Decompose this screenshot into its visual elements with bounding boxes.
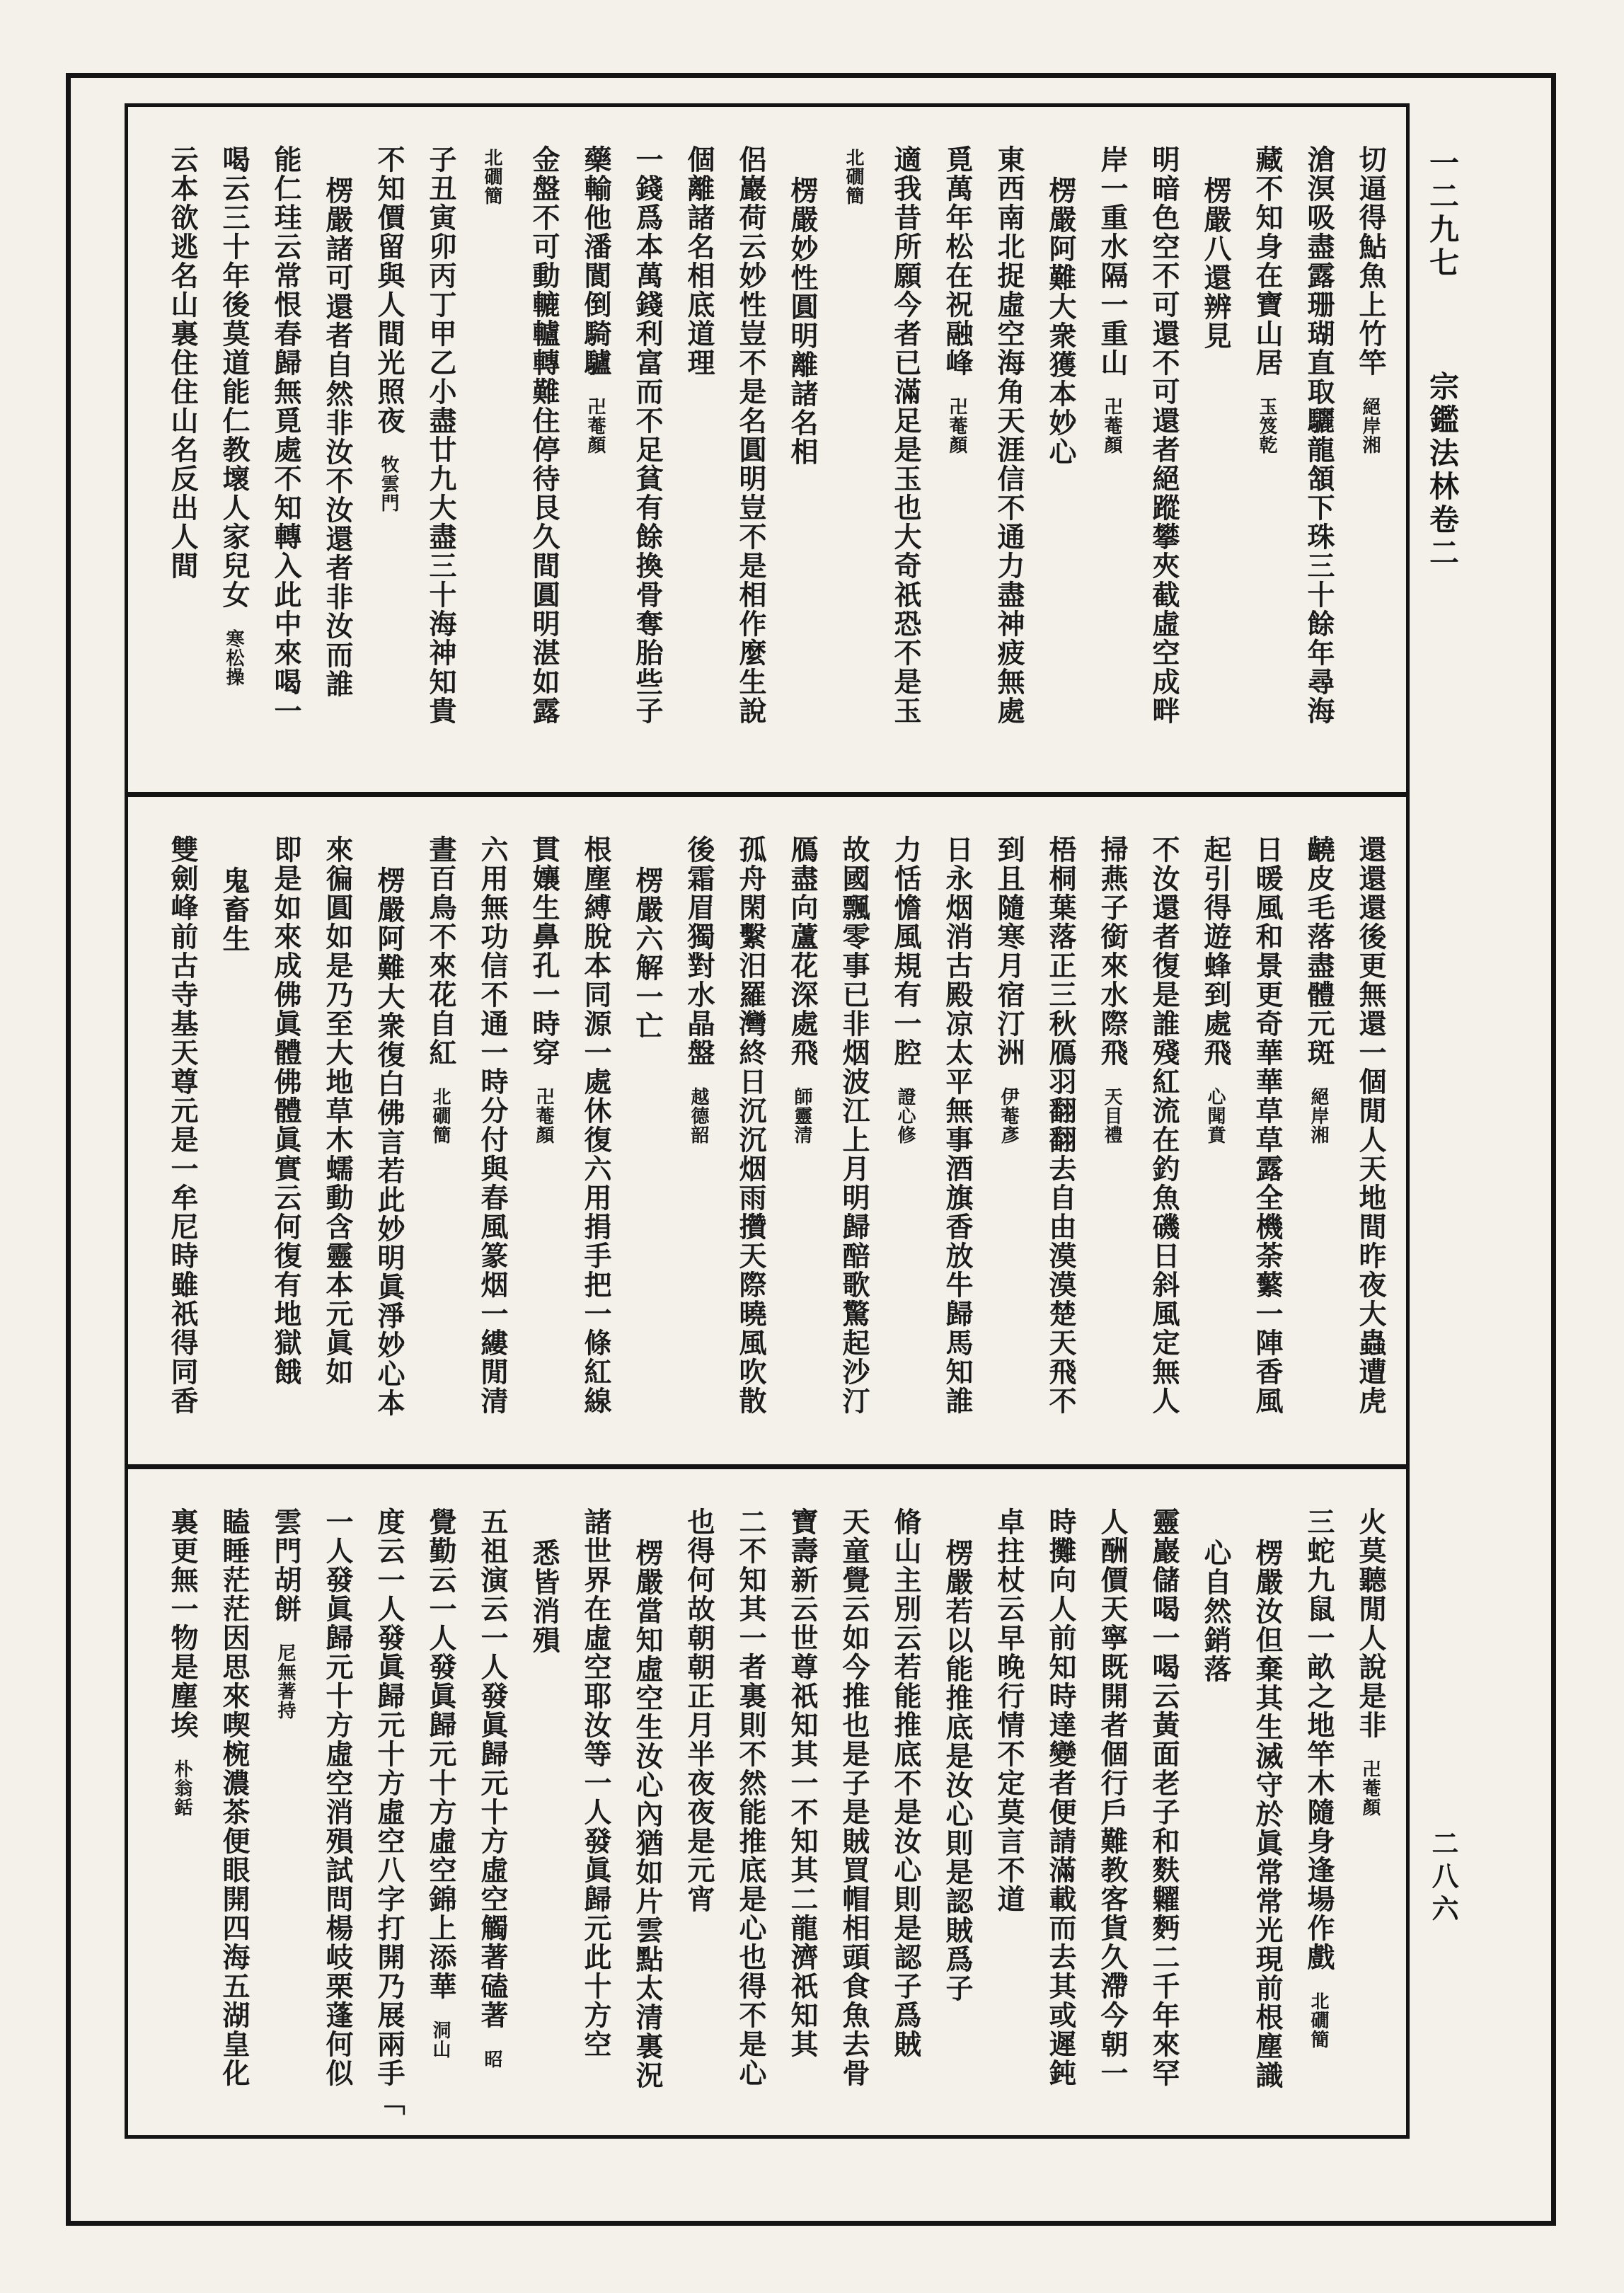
column-text: 瞌睡茫茫因思來喫椀濃茶便眼開四海五湖皇化 [218, 1507, 250, 2088]
text-column [579, 145, 610, 774]
text-column [682, 145, 713, 774]
column-text: 心自然銷落 [1199, 1539, 1231, 1684]
column-text: 楞嚴阿難大衆獲本妙心 [1044, 176, 1076, 466]
column-text: 楞嚴當知虛空生汝心內猶如片雲點太清裏況 [631, 1539, 663, 2090]
text-column [1199, 835, 1230, 1446]
text-column [630, 145, 662, 774]
attribution-annotation: 昭 [481, 2050, 502, 2069]
column-text: 滄溟吸盡露珊瑚直取驪龍頷下珠三十餘年尋海 [1303, 145, 1335, 725]
text-column [940, 145, 972, 774]
text-column [1250, 1507, 1282, 2117]
column-text: 楞嚴汝但棄其生滅守於眞常常光現前根塵識 [1251, 1539, 1283, 2090]
column-text: 不知價留與人間光照夜 [373, 145, 405, 435]
text-column [889, 835, 920, 1446]
text-column [1147, 145, 1178, 774]
attribution-annotation: 洞山 [430, 2021, 451, 2059]
text-column [1302, 835, 1333, 1446]
text-column [630, 1507, 662, 2117]
column-text: 子丑寅卯丙丁甲乙小盡廿九大盡三十海神知貴 [425, 145, 456, 725]
attribution-annotation: 師靈清 [791, 1087, 812, 1145]
column-text: 楞嚴八還辨見 [1199, 176, 1231, 350]
column-text: 䶧皮毛落盡體元斑 [1303, 835, 1335, 1068]
text-column [889, 145, 920, 774]
column-text: 覺勤云一人發眞歸元十方虛空錦上添華 [425, 1507, 456, 2001]
text-column [217, 145, 248, 774]
text-column [424, 1507, 455, 2117]
column-text: 二不知其一者裏則不然能推底是心也得不是心 [735, 1507, 766, 2088]
column-text: 故國飄零事已非烟波江上月明歸醅歌驚起沙汀 [838, 835, 870, 1416]
text-column [372, 145, 403, 774]
attribution-annotation: 北礀簡 [1308, 1992, 1329, 2049]
column-text: 還還還後更無還一個閒人天地間昨夜大蟲遭虎 [1354, 835, 1386, 1416]
text-column [1147, 1507, 1178, 2117]
text-column [734, 145, 765, 774]
column-text: 人酬價天寧既開者個行戶難教客貨久滯今朝一 [1096, 1507, 1128, 2088]
text-column [1354, 835, 1385, 1446]
column-text: 日暖風和景更奇華華草草露全機荼蘩一陣香風 [1251, 835, 1283, 1416]
text-column [269, 145, 300, 774]
attribution-annotation: 絕岸湘 [1308, 1087, 1329, 1145]
column-text: 五祖演云一人發眞歸元十方虛空觸著磕著 [476, 1507, 508, 2030]
column-text: 寶壽新云世尊祇知其一不知其二龍濟祇知其 [786, 1507, 818, 2059]
text-column [424, 835, 455, 1446]
column-text: 裏更無一物是塵埃 [166, 1507, 198, 1740]
text-column [785, 835, 817, 1446]
attribution-annotation: 玉笈乾 [1256, 397, 1277, 454]
text-column [1095, 1507, 1127, 2117]
book-title: 宗鑑法林卷二 [1425, 371, 1460, 570]
column-text: 云本欲逃名山裏住住山名反出人間 [166, 145, 198, 580]
text-column [166, 835, 197, 1446]
text-column [1250, 145, 1282, 774]
column-text: 喝云三十年後莫道能仁教壞人家兒女 [218, 145, 250, 609]
text-column [992, 145, 1023, 774]
column-text: 脩山主別云若能推底不是汝心則是認子爲賊 [889, 1507, 921, 2059]
text-column [1095, 835, 1127, 1446]
text-column [1095, 145, 1127, 774]
attribution-annotation: 卍菴顏 [533, 1087, 554, 1145]
text-column [269, 1507, 300, 2117]
text-column [527, 145, 558, 774]
text-column [269, 835, 300, 1446]
attribution-annotation: 絕岸湘 [1359, 397, 1381, 454]
text-column [785, 1507, 817, 2117]
text-column [476, 145, 507, 774]
text-column [476, 1507, 507, 2117]
column-text: 貫孃生鼻孔一時穿 [528, 835, 560, 1068]
text-column [682, 835, 713, 1446]
text-column [527, 1507, 558, 2117]
attribution-annotation: 卍菴顏 [946, 397, 967, 454]
text-column [1044, 835, 1075, 1446]
column-text: 金盤不可動轆轤轉難住停待艮久間圓明湛如露 [528, 145, 560, 725]
column-text: 起引得遊蜂到處飛 [1199, 835, 1231, 1068]
text-column [837, 1507, 868, 2117]
column-text: 到且隨寒月宿汀洲 [993, 835, 1025, 1068]
text-column [992, 835, 1023, 1446]
column-text: 即是如來成佛眞體佛體眞實云何復有地獄餓 [270, 835, 301, 1387]
text-column [579, 1507, 610, 2117]
text-column [1199, 1507, 1230, 2117]
text-column [1302, 145, 1333, 774]
attribution-annotation: 北礀簡 [430, 1087, 451, 1145]
text-column [1044, 1507, 1075, 2117]
text-register-middle [128, 792, 1406, 1469]
folio-number: 二八六 [1427, 1829, 1458, 1927]
column-text: 根塵縛脫本同源一處休復六用捐手把一條紅線 [580, 835, 611, 1416]
column-text: 能仁珪云常恨春歸無覓處不知轉入此中來喝一 [270, 145, 301, 725]
column-text: 雙劍峰前古寺基天尊元是一牟尼時雖祇得同香 [166, 835, 198, 1416]
text-column [785, 145, 817, 774]
text-column [682, 1507, 713, 2117]
column-text: 天童覺云如今推也是子是賊買帽相頭食魚去骨 [838, 1507, 870, 2088]
column-text: 楞嚴六解一亡 [631, 866, 663, 1041]
column-text: 諸世界在虛空耶汝等一人發眞歸元此十方空 [580, 1507, 611, 2059]
column-text: 也得何故朝朝正月半夜夜是元宵 [683, 1507, 715, 1914]
text-column [321, 145, 352, 774]
attribution-annotation: 天目禮 [1101, 1087, 1122, 1145]
text-column [992, 1507, 1023, 2117]
column-text: 悉皆消殞 [528, 1539, 560, 1655]
column-text: 一錢爲本萬錢利富而不足貧有餘換骨奪胎些子 [631, 145, 663, 725]
column-text: 鬼畜生 [218, 866, 250, 954]
text-column [424, 145, 455, 774]
text-column [372, 1507, 403, 2117]
column-text: 藥輸他潘閬倒騎驢 [580, 145, 611, 377]
attribution-annotation: 尼無著持 [275, 1643, 296, 1720]
attribution-annotation: 伊菴彥 [998, 1087, 1019, 1145]
attribution-annotation: 北礀簡 [481, 148, 502, 205]
text-column [372, 835, 403, 1446]
text-column [217, 1507, 248, 2117]
text-column [166, 1507, 197, 2117]
text-column [837, 835, 868, 1446]
column-text: 時攤向人前知時達變者便請滿載而去其或遲鈍 [1044, 1507, 1076, 2088]
page-number: 一二九七 [1425, 147, 1460, 280]
text-column [1147, 835, 1178, 1446]
column-text: 覓萬年松在祝融峰 [941, 145, 973, 377]
text-column [579, 835, 610, 1446]
column-text: 日永烟消古殿凉太平無事酒旗香放牛歸馬知誰 [941, 835, 973, 1416]
text-column [321, 835, 352, 1446]
text-register-bottom [128, 1469, 1406, 2135]
column-text: 六用無功信不通一時分付與春風篆烟一縷閒清 [476, 835, 508, 1416]
column-text: 一人發眞歸元十方虛空消殞試問楊岐栗蓬何似 [321, 1507, 353, 2088]
text-column [1354, 145, 1385, 774]
attribution-annotation: 卍菴顏 [1359, 1759, 1381, 1817]
column-text: 楞嚴妙性圓明離諸名相 [786, 176, 818, 466]
text-column [1250, 835, 1282, 1446]
text-column [476, 835, 507, 1446]
text-column [217, 835, 248, 1446]
column-text: 孤舟閑繫汨羅灣終日沉沉烟雨攢天際曉風吹散 [735, 835, 766, 1416]
attribution-annotation: 卍菴顏 [1101, 397, 1122, 454]
text-column [940, 1507, 972, 2117]
column-text: 切逼得鮎魚上竹竿 [1354, 145, 1386, 377]
text-column [734, 835, 765, 1446]
column-text: 雲門胡餅 [270, 1507, 301, 1624]
column-text: 後霜眉獨對水晶盤 [683, 835, 715, 1068]
text-column [166, 145, 197, 774]
column-text: 力恬憺風規有一腔 [889, 835, 921, 1068]
column-text: 侶巖荷云妙性豈不是名圓明豈不是相作麼生說 [735, 145, 766, 725]
text-column [837, 145, 868, 774]
column-text: 鴈盡向蘆花深處飛 [786, 835, 818, 1068]
text-column [1302, 1507, 1333, 2117]
column-text: 晝百鳥不來花自紅 [425, 835, 456, 1068]
column-text: 楞嚴諸可還者自然非汝不汝還者非汝而誰 [321, 176, 353, 699]
attribution-annotation: 寒松操 [223, 629, 244, 686]
column-text: 楞嚴阿難大衆復白佛言若此妙明眞淨妙心本 [373, 866, 405, 1418]
attribution-annotation: 心聞賁 [1204, 1087, 1226, 1145]
text-column [1199, 145, 1230, 774]
column-text: 個離諸名相底道理 [683, 145, 715, 377]
attribution-annotation: 卍菴顏 [584, 397, 606, 454]
attribution-annotation: 北礀簡 [843, 148, 864, 205]
text-column [734, 1507, 765, 2117]
column-text: 卓拄杖云早晚行情不定莫言不道 [993, 1507, 1025, 1914]
text-frame [125, 103, 1410, 2139]
column-text: 適我昔所願今者已滿足是玉也大奇祇恐不是玉 [889, 145, 921, 725]
column-text: 梧桐葉落正三秋鴈羽翻翻去自由漠漠楚天飛不 [1044, 835, 1076, 1416]
attribution-annotation: 越德韶 [688, 1087, 709, 1145]
margin-column [1421, 147, 1463, 570]
column-text: 岸一重水隔一重山 [1096, 145, 1128, 377]
column-text: 楞嚴若以能推底是汝心則是認賊爲子 [941, 1539, 973, 2003]
text-register-top [128, 107, 1406, 792]
attribution-annotation: 朴翁銛 [171, 1759, 192, 1817]
column-text: 火莫聽閒人說是非 [1354, 1507, 1386, 1740]
text-column [940, 835, 972, 1446]
column-text: 來徧圓如是乃至大地草木蠕動含靈本元眞如 [321, 835, 353, 1387]
text-column [1354, 1507, 1385, 2117]
column-text: 靈巖儲喝一喝云黃面老子和麩糶麪二千年來罕 [1148, 1507, 1180, 2088]
text-column [321, 1507, 352, 2117]
text-column [630, 835, 662, 1446]
attribution-annotation: 證心修 [894, 1087, 916, 1145]
column-text: 度云一人發眞歸元十方虛空八字打開乃展兩手「 [373, 1507, 405, 2117]
column-text: 藏不知身在寶山居 [1251, 145, 1283, 377]
column-text: 明暗色空不可還不可還者絕蹤攀夾截虛空成畔 [1148, 145, 1180, 725]
column-text: 不汝還者復是誰殘紅流在釣魚磯日斜風定無人 [1148, 835, 1180, 1416]
attribution-annotation: 牧雲門 [378, 455, 399, 512]
column-text: 三蛇九鼠一畝之地竿木隨身逢場作戲 [1303, 1507, 1335, 1972]
column-text: 東西南北捉虛空海角天涯信不通力盡神疲無處 [993, 145, 1025, 725]
text-column [1044, 145, 1075, 774]
text-column [527, 835, 558, 1446]
text-column [889, 1507, 920, 2117]
column-text: 掃燕子銜來水際飛 [1096, 835, 1128, 1068]
